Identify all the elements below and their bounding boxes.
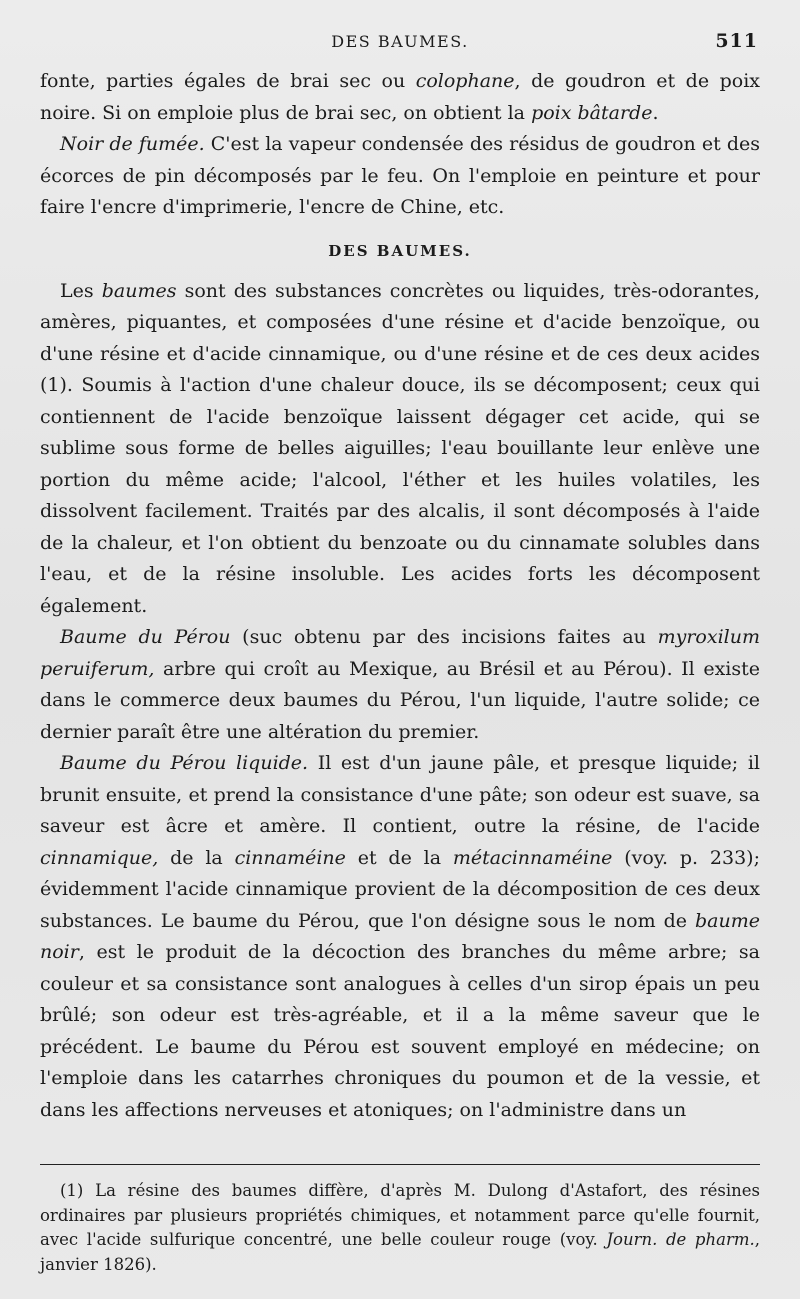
- italic-term: Baume du Pérou: [60, 626, 231, 648]
- italic-term: poix bâtarde: [531, 101, 653, 124]
- italic-term: Journ. de pharm.: [606, 1230, 755, 1249]
- page-number: 511: [715, 30, 758, 52]
- text-run: (1) La résine des baumes diffère, d'après M. Dulong d'Astafort, des résines ordinaires par plusieurs propriétés chimiques, et notamment parce qu'elle fournit, avec l'acide sulfurique concentré, une belle couleur rouge (voy.: [40, 1181, 760, 1249]
- running-title: DES BAUMES.: [331, 32, 469, 51]
- text-run: (voy. p. 233); évidemment l'acide cinnamique provient de la décomposition de ces deux substances. Le baume du Pérou, que l'on désigne sous le nom de: [40, 846, 760, 932]
- text-run: .: [652, 101, 659, 124]
- text-run: Les: [60, 279, 102, 302]
- text-run: (suc obtenu par des incisions faites au: [230, 626, 658, 648]
- running-head: [40, 30, 760, 60]
- paragraph-baumes: [40, 276, 760, 623]
- section-heading: DES BAUMES.: [328, 241, 472, 260]
- text-run: C'est la vapeur condensée des résidus de goudron et des écorces de pin décomposés par le feu. On l'emploie en peinture et pour faire l'encre d'imprimerie, l'encre de Chine, etc.: [40, 133, 761, 218]
- footnote: [40, 1179, 760, 1277]
- text-run: arbre qui croît au Mexique, au Brésil et au Pérou). Il existe dans le commerce deux baumes du Pérou, l'un liquide, l'autre solide; ce dernier paraît être une altération du premier.: [40, 657, 760, 743]
- italic-term: métacinnaméine: [452, 846, 613, 869]
- text-run: fonte, parties égales de brai sec ou: [40, 70, 416, 92]
- italic-term: baume noir: [40, 909, 760, 963]
- footnote-text: [40, 1179, 760, 1277]
- paragraph-noir-de-fumee: [40, 129, 760, 224]
- text-run: et de la: [345, 846, 453, 869]
- paragraph-continuation: [40, 66, 760, 129]
- text-run: Il est d'un jaune pâle, et presque liquide; il brunit ensuite, et prend la consistance d'une pâte; son odeur est suave, sa saveur est âcre et amère. Il contient, outre la résine, de l'acide: [40, 752, 760, 837]
- paragraph-baume-liquide: [40, 748, 760, 1126]
- italic-term: colophane: [415, 70, 515, 92]
- italic-term: Baume du Pérou liquide.: [60, 752, 309, 774]
- text-run: sont des substances concrètes ou liquides, très-odorantes, amères, piquantes, et composées d'une résine et d'acide benzoïque, ou d'une résine et d'acide cinnamique, ou d'une résine et de ces deux acides (1). Soumis à l'action d'une chaleur douce, ils se décomposent; ceux qui contiennent de l'acide benzoïque laissent dégager cet acide, qui se sublime sous forme de belles aiguilles; l'eau bouillante leur enlève une portion du même acide; l'alcool, l'éther et les huiles volatiles, les dissolvent facilement. Traités par des alcalis, il sont décomposés à l'aide de la chaleur, et l'on obtient du benzoate ou du cinnamate solubles dans l'eau, et de la résine insoluble. Les acides forts les décomposent également.: [40, 279, 761, 617]
- text-run: , janvier 1826).: [40, 1230, 760, 1274]
- paragraph-baume-du-perou: [40, 622, 760, 748]
- italic-term: baumes: [101, 279, 177, 302]
- italic-term: Noir de fumée.: [60, 133, 205, 155]
- text-run: , de goudron et de poix noire. Si on emploie plus de brai sec, on obtient la: [40, 70, 760, 124]
- main-text: [40, 66, 760, 1126]
- italic-term: cinnamique,: [40, 846, 159, 869]
- text-run: , est le produit de la décoction des branches du même arbre; sa couleur et sa consistance sont analogues à celles d'un sirop épais un peu brûlé; son odeur est très-agréable, et il a la même saveur que le précédent. Le baume du Pérou est souvent employé en médecine; on l'emploie dans les catarrhes chroniques du poumon et de la vessie, et dans les affections nerveuses et atoniques; on l'administre dans un: [40, 941, 760, 1121]
- footnote-rule: [40, 1164, 760, 1165]
- italic-term: myroxilum peruiferum,: [40, 626, 760, 680]
- text-run: de la: [158, 846, 235, 869]
- italic-term: cinnaméine: [234, 846, 346, 869]
